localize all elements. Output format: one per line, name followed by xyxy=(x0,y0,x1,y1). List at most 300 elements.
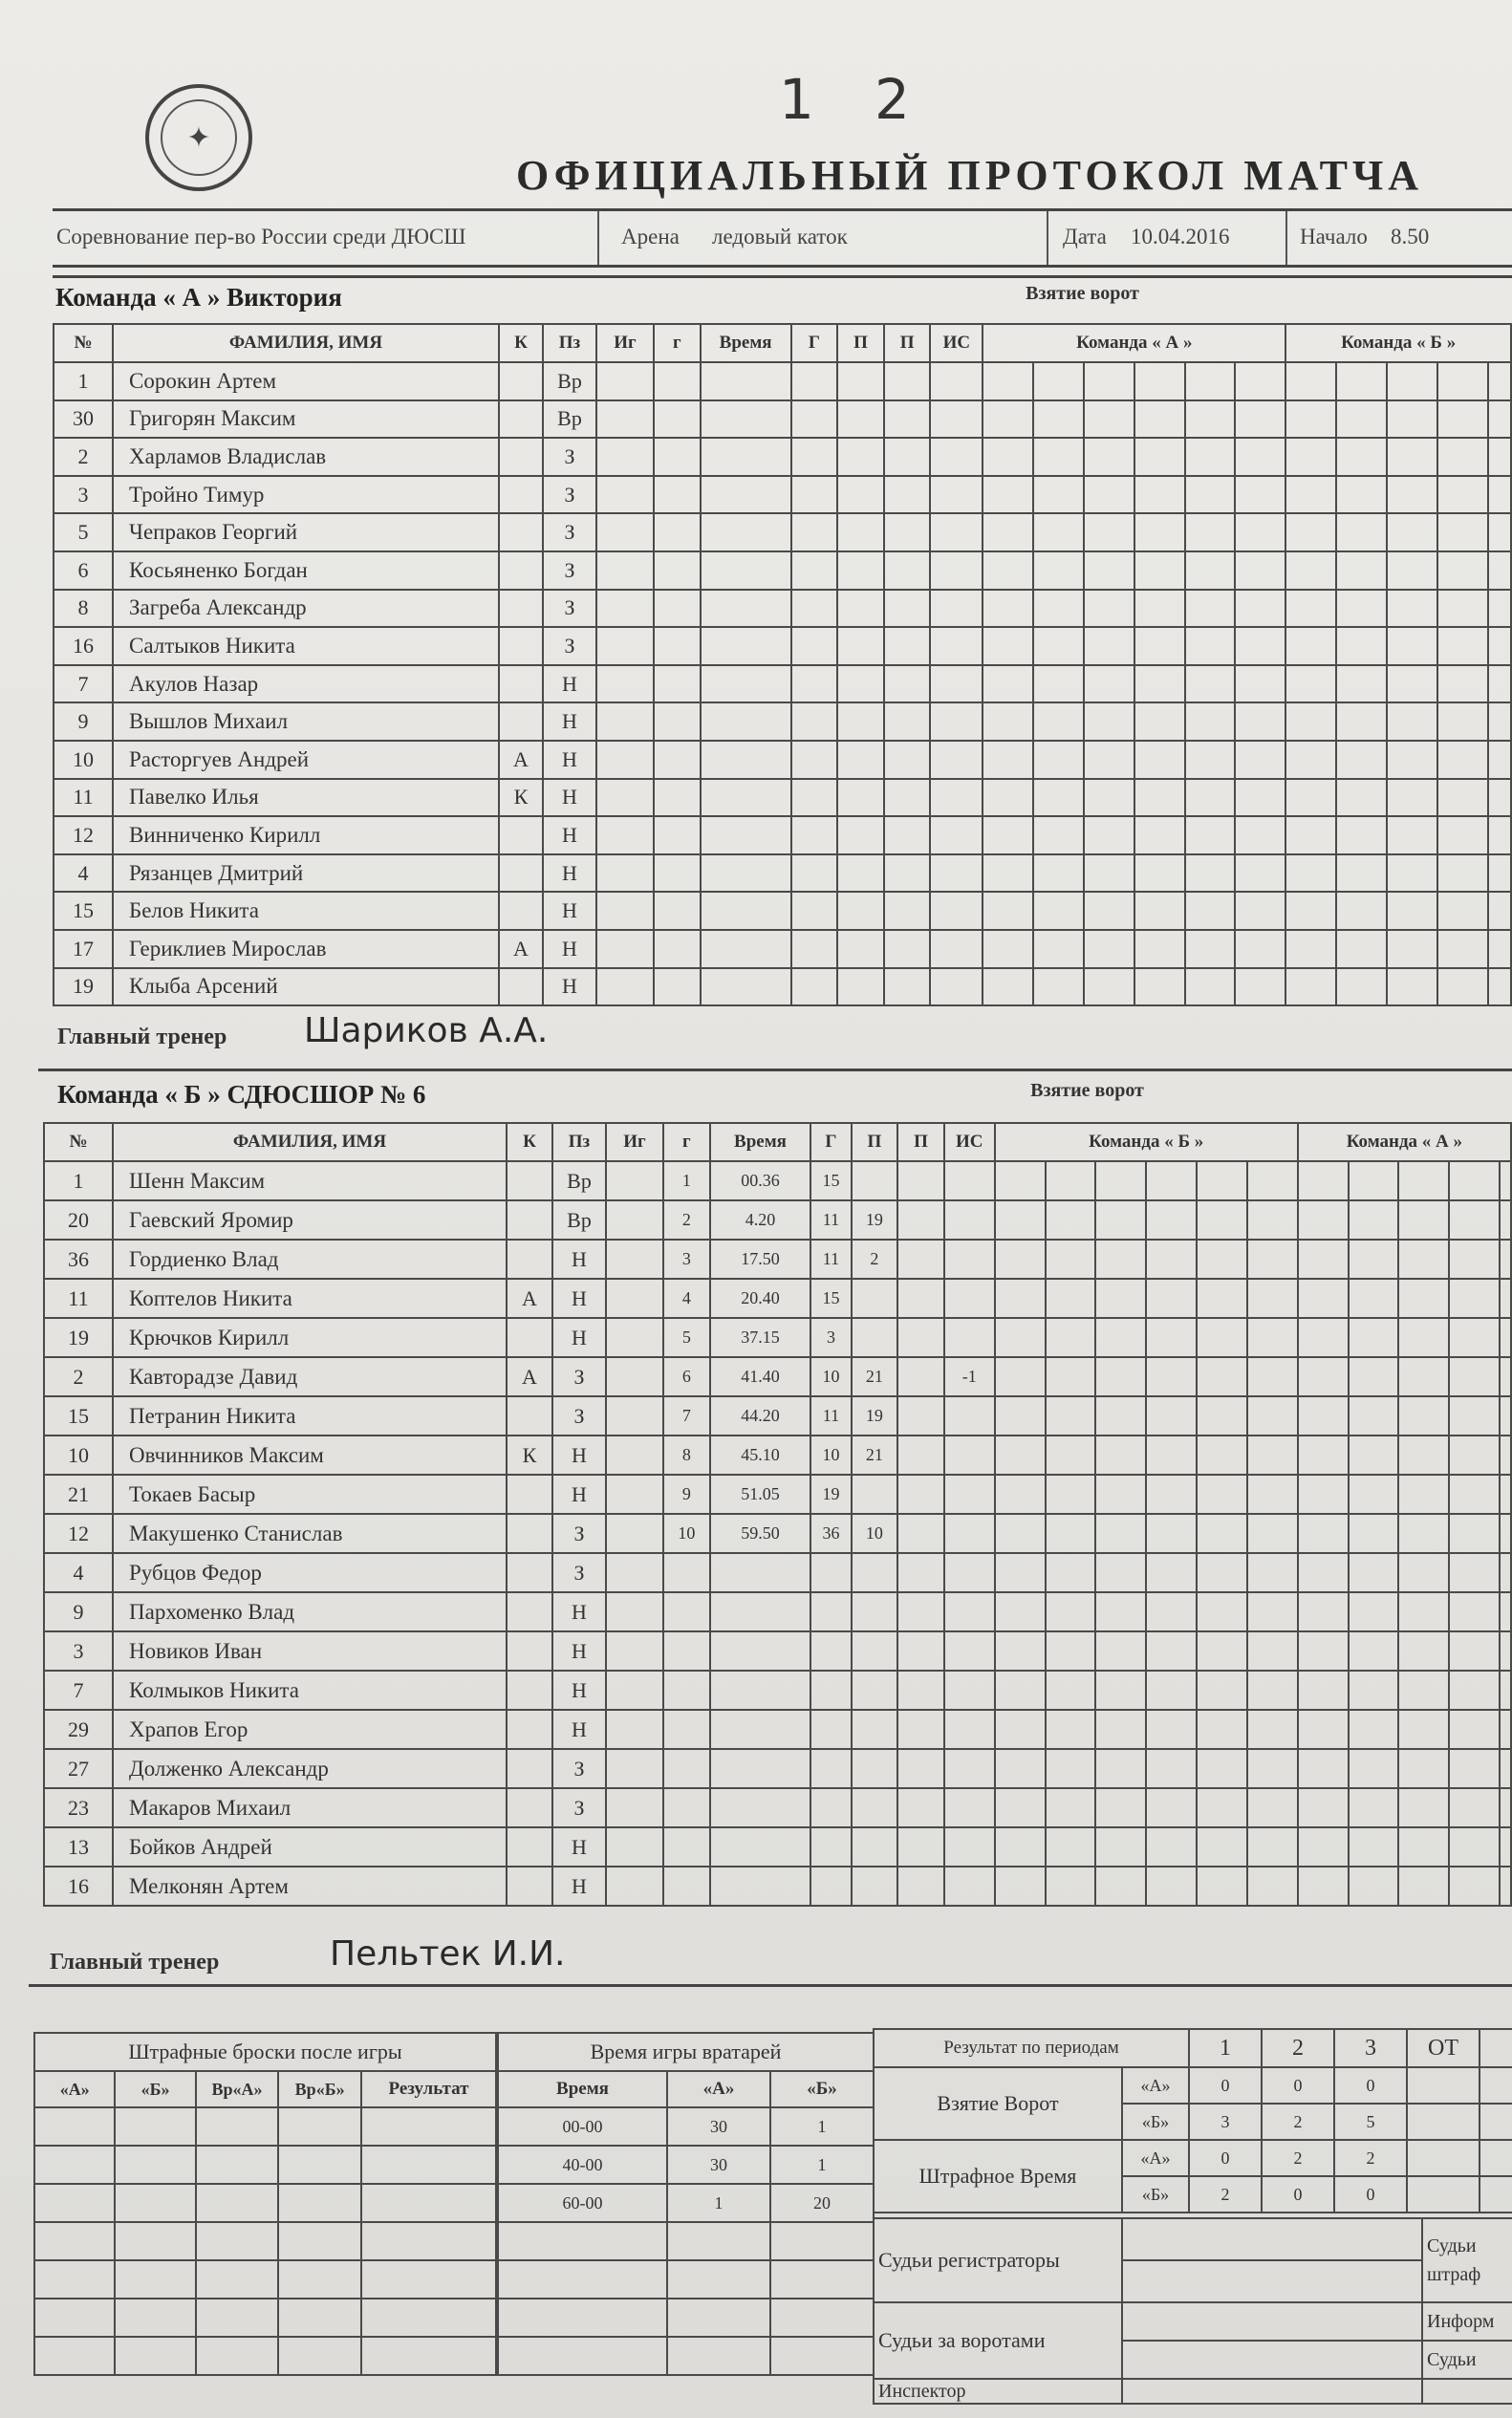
goal-empty-cell xyxy=(930,590,983,628)
onice-cell xyxy=(1185,438,1236,476)
onice-cell xyxy=(995,1357,1046,1396)
goal-empty-cell xyxy=(930,513,983,551)
shootout-cell xyxy=(278,2107,361,2146)
inspector-label: Инспектор xyxy=(874,2379,1122,2404)
player-position: Вр xyxy=(543,362,596,400)
player-name: Харламов Владислав xyxy=(113,438,499,476)
goal-empty-cell xyxy=(710,1631,811,1671)
player-position: Н xyxy=(543,892,596,930)
goal-row xyxy=(663,1279,1511,1318)
onice-cell xyxy=(1146,1749,1197,1788)
goal-assist-2 xyxy=(897,1475,944,1514)
shootout-cell xyxy=(34,2184,115,2222)
goal-assist-1 xyxy=(852,1161,898,1200)
player-games xyxy=(606,1514,663,1553)
goal-empty-cell xyxy=(791,400,838,439)
goalie-time-row xyxy=(498,2222,874,2260)
onice-cell xyxy=(1336,816,1387,854)
goal-empty-cell xyxy=(791,741,838,779)
goal-row xyxy=(654,627,1511,665)
goalie-empty-cell xyxy=(667,2260,770,2299)
goal-row xyxy=(663,1592,1511,1631)
onice-cell xyxy=(1046,1827,1096,1867)
onice-cell xyxy=(1488,930,1511,968)
shootout-cell xyxy=(278,2146,361,2184)
goal-empty-cell xyxy=(837,362,884,400)
player-row xyxy=(44,1671,663,1710)
goal-col-scorer: Г xyxy=(791,324,838,362)
player-games xyxy=(606,1318,663,1357)
onice-cell xyxy=(1247,1200,1298,1240)
onice-cell xyxy=(1437,779,1488,817)
player-captain-mark xyxy=(507,1749,552,1788)
player-row xyxy=(44,1631,663,1671)
player-captain-mark xyxy=(507,1553,552,1592)
player-position: З xyxy=(552,1749,606,1788)
onice-cell xyxy=(1197,1671,1247,1710)
goal-empty-cell xyxy=(654,892,701,930)
onice-cell xyxy=(983,702,1033,741)
onice-cell xyxy=(1449,1827,1500,1867)
onice-cell xyxy=(1488,551,1511,590)
onice-cell xyxy=(1398,1671,1449,1710)
player-captain-mark xyxy=(507,1867,552,1906)
player-name: Салтыков Никита xyxy=(113,627,499,665)
player-row xyxy=(54,551,654,590)
onice-cell xyxy=(1387,854,1437,893)
goal-empty-cell xyxy=(663,1592,710,1631)
onice-cell xyxy=(1146,1592,1197,1631)
onice-cell xyxy=(1185,551,1236,590)
goalie-empty-cell xyxy=(770,2260,874,2299)
onice-cell xyxy=(1488,702,1511,741)
onice-cell xyxy=(1084,551,1134,590)
onice-cell xyxy=(1146,1396,1197,1436)
goalie-empty-cell xyxy=(498,2337,667,2375)
goal-assist-2 xyxy=(897,1161,944,1200)
shootout-col-a: «А» xyxy=(34,2071,115,2107)
onice-cell xyxy=(1387,816,1437,854)
goals-a-p1: 0 xyxy=(1189,2067,1262,2104)
onice-cell xyxy=(1398,1631,1449,1671)
shootout-cell xyxy=(115,2337,195,2375)
onice-cell xyxy=(1185,627,1236,665)
goal-empty-cell xyxy=(884,513,931,551)
onice-cell xyxy=(1134,854,1185,893)
player-row xyxy=(54,590,654,628)
onice-cell xyxy=(1247,1279,1298,1318)
onice-cell xyxy=(1437,438,1488,476)
player-number: 11 xyxy=(44,1279,113,1318)
shootout-cell xyxy=(196,2222,279,2260)
onice-cell xyxy=(995,1279,1046,1318)
col-name: ФАМИЛИЯ, ИМЯ xyxy=(113,1123,507,1161)
onice-cell xyxy=(995,1514,1046,1553)
player-position: З xyxy=(552,1514,606,1553)
player-captain-mark xyxy=(499,854,543,893)
player-number: 4 xyxy=(54,854,113,893)
player-name: Пархоменко Влад xyxy=(113,1592,507,1631)
onice-cell xyxy=(1298,1279,1349,1318)
goal-empty-cell xyxy=(897,1592,944,1631)
onice-cell xyxy=(995,1318,1046,1357)
onice-cell xyxy=(1500,1200,1511,1240)
shootout-cell xyxy=(196,2146,279,2184)
goalie-empty-cell xyxy=(667,2222,770,2260)
goal-row xyxy=(654,362,1511,400)
goal-assist-1: 19 xyxy=(852,1200,898,1240)
onice-cell xyxy=(1185,779,1236,817)
goalie-time-row xyxy=(498,2260,874,2299)
onice-cell xyxy=(1349,1631,1399,1671)
goal-col-assist1: П xyxy=(837,324,884,362)
onice-cell xyxy=(1235,513,1285,551)
goal-empty-cell xyxy=(884,476,931,514)
goal-empty-cell xyxy=(930,438,983,476)
player-position: Н xyxy=(552,1279,606,1318)
goal-empty-cell xyxy=(852,1553,898,1592)
goal-row xyxy=(663,1200,1511,1240)
onice-cell xyxy=(1500,1827,1511,1867)
goal-empty-cell xyxy=(654,854,701,893)
goal-row xyxy=(663,1631,1511,1671)
player-number: 27 xyxy=(44,1749,113,1788)
penalty-row-label: Штрафное Время xyxy=(874,2140,1122,2213)
player-name: Винниченко Кирилл xyxy=(113,816,499,854)
onice-cell xyxy=(1146,1161,1197,1200)
onice-cell xyxy=(1247,1867,1298,1906)
player-name: Новиков Иван xyxy=(113,1631,507,1671)
onice-cell xyxy=(1387,779,1437,817)
onice-cell xyxy=(1033,476,1084,514)
penalty-a-p3: 2 xyxy=(1334,2140,1407,2176)
player-row xyxy=(54,816,654,854)
onice-cell xyxy=(1146,1357,1197,1396)
goal-empty-cell xyxy=(663,1827,710,1867)
player-captain-mark xyxy=(507,1788,552,1827)
shootout-col-goalie-b: Вр«Б» xyxy=(278,2071,361,2107)
player-captain-mark xyxy=(499,665,543,703)
onice-cell xyxy=(1033,968,1084,1006)
player-position: Н xyxy=(543,854,596,893)
player-name: Григорян Максим xyxy=(113,400,499,439)
goal-empty-cell xyxy=(791,816,838,854)
goal-time: 20.40 xyxy=(710,1279,811,1318)
goal-scorer: 11 xyxy=(810,1200,851,1240)
goalie-time-row xyxy=(498,2107,874,2146)
onice-cell xyxy=(1488,362,1511,400)
goal-empty-cell xyxy=(663,1710,710,1749)
team-b-title: Команда « Б » СДЮСШОР № 6 xyxy=(57,1080,426,1109)
onice-cell xyxy=(1084,779,1134,817)
onice-cell xyxy=(1488,665,1511,703)
onice-cell xyxy=(1285,627,1336,665)
goal-col-g: г xyxy=(663,1123,710,1161)
goal-assist-1 xyxy=(852,1475,898,1514)
player-captain-mark xyxy=(507,1161,552,1200)
onice-cell xyxy=(1033,590,1084,628)
onice-cell xyxy=(1349,1867,1399,1906)
player-games xyxy=(596,476,654,514)
onice-cell xyxy=(1146,1200,1197,1240)
onice-cell xyxy=(1247,1357,1298,1396)
arena-label: Арена xyxy=(621,225,680,248)
onice-cell xyxy=(1398,1553,1449,1592)
player-number: 4 xyxy=(44,1553,113,1592)
onice-cell xyxy=(1349,1240,1399,1279)
player-number: 16 xyxy=(54,627,113,665)
goal-empty-cell xyxy=(837,513,884,551)
goal-situation xyxy=(944,1436,995,1475)
goal-row xyxy=(663,1396,1511,1436)
onice-cell xyxy=(1146,1671,1197,1710)
onice-cell xyxy=(1488,627,1511,665)
onice-cell xyxy=(1349,1827,1399,1867)
player-position: Н xyxy=(543,779,596,817)
goal-row xyxy=(654,551,1511,590)
goal-row xyxy=(654,590,1511,628)
onice-cell xyxy=(1134,816,1185,854)
player-number: 9 xyxy=(54,702,113,741)
onice-cell xyxy=(1033,513,1084,551)
goal-col-g: г xyxy=(654,324,701,362)
goal-empty-cell xyxy=(791,702,838,741)
goal-empty-cell xyxy=(884,854,931,893)
player-captain-mark xyxy=(499,627,543,665)
onice-cell xyxy=(1488,590,1511,628)
goal-empty-cell xyxy=(897,1631,944,1671)
onice-cell xyxy=(1349,1396,1399,1436)
onice-cell xyxy=(1449,1436,1500,1475)
goal-empty-cell xyxy=(701,551,791,590)
goalie-empty-cell xyxy=(498,2222,667,2260)
onice-cell xyxy=(1095,1592,1146,1631)
onice-cell xyxy=(1488,779,1511,817)
goal-col-time: Время xyxy=(701,324,791,362)
goal-empty-cell xyxy=(837,968,884,1006)
player-number: 13 xyxy=(44,1827,113,1867)
goal-empty-cell xyxy=(930,476,983,514)
player-row xyxy=(54,854,654,893)
handwritten-number-1: 1 xyxy=(779,67,814,132)
penalty-b-p3: 0 xyxy=(1334,2176,1407,2213)
onice-cell xyxy=(1298,1671,1349,1710)
goal-empty-cell xyxy=(944,1553,995,1592)
onice-cell xyxy=(1185,930,1236,968)
player-number: 19 xyxy=(54,968,113,1006)
onice-cell xyxy=(1084,741,1134,779)
onice-cell xyxy=(1387,892,1437,930)
player-number: 6 xyxy=(54,551,113,590)
onice-cell xyxy=(1285,513,1336,551)
player-name: Гаевский Яромир xyxy=(113,1200,507,1240)
shootout-row xyxy=(34,2260,496,2299)
onice-cell xyxy=(1197,1357,1247,1396)
registrar-judges-label: Судьи регистраторы xyxy=(874,2218,1122,2302)
onice-cell xyxy=(1285,400,1336,439)
onice-cell xyxy=(1298,1592,1349,1631)
onice-cell xyxy=(1046,1592,1096,1631)
onice-cell xyxy=(1235,702,1285,741)
onice-cell xyxy=(1185,702,1236,741)
onice-cell xyxy=(1336,400,1387,439)
goal-empty-cell xyxy=(791,930,838,968)
goal-col-assist1: П xyxy=(852,1123,898,1161)
goal-empty-cell xyxy=(663,1671,710,1710)
onice-cell xyxy=(1095,1279,1146,1318)
shootout-cell xyxy=(196,2337,279,2375)
goal-row xyxy=(663,1318,1511,1357)
player-row xyxy=(54,400,654,439)
player-captain-mark xyxy=(499,362,543,400)
onice-cell xyxy=(1336,854,1387,893)
shootout-cell xyxy=(361,2146,496,2184)
onice-cell xyxy=(1235,930,1285,968)
onice-cell xyxy=(1398,1436,1449,1475)
goal-row xyxy=(654,968,1511,1006)
goal-empty-cell xyxy=(654,702,701,741)
goal-row xyxy=(654,438,1511,476)
goals-b-p1: 3 xyxy=(1189,2104,1262,2140)
onice-cell xyxy=(983,627,1033,665)
player-row xyxy=(44,1240,663,1279)
onice-cell xyxy=(1349,1475,1399,1514)
player-games xyxy=(596,892,654,930)
info-label: Информ xyxy=(1422,2302,1512,2341)
goal-empty-cell xyxy=(944,1827,995,1867)
team-b-coach-label: Главный тренер xyxy=(50,1950,220,1975)
player-name: Белов Никита xyxy=(113,892,499,930)
onice-cell xyxy=(1046,1436,1096,1475)
player-row xyxy=(44,1788,663,1827)
player-number: 17 xyxy=(54,930,113,968)
officials-table xyxy=(873,2217,1512,2405)
player-position: Н xyxy=(552,1671,606,1710)
onice-cell xyxy=(1349,1710,1399,1749)
player-name: Тройно Тимур xyxy=(113,476,499,514)
player-name: Крючков Кирилл xyxy=(113,1318,507,1357)
goal-scorer: 11 xyxy=(810,1396,851,1436)
goal-empty-cell xyxy=(654,627,701,665)
goal-assist-1: 10 xyxy=(852,1514,898,1553)
player-position: З xyxy=(543,438,596,476)
player-games xyxy=(606,1279,663,1318)
player-games xyxy=(596,854,654,893)
onice-cell xyxy=(1449,1631,1500,1671)
goal-empty-cell xyxy=(852,1671,898,1710)
onice-cell xyxy=(1095,1161,1146,1200)
onice-cell xyxy=(995,1671,1046,1710)
player-games xyxy=(596,362,654,400)
player-captain-mark xyxy=(499,438,543,476)
col-games: Иг xyxy=(606,1123,663,1161)
player-row xyxy=(54,362,654,400)
onice-cell xyxy=(1500,1279,1511,1318)
goal-empty-cell xyxy=(663,1749,710,1788)
onice-cell xyxy=(1134,741,1185,779)
shootout-col-goalie-a: Вр«А» xyxy=(196,2071,279,2107)
goal-empty-cell xyxy=(884,702,931,741)
player-number: 3 xyxy=(44,1631,113,1671)
team-a-goals-title: Взятие ворот xyxy=(1026,283,1139,304)
player-name: Коптелов Никита xyxy=(113,1279,507,1318)
player-captain-mark xyxy=(507,1514,552,1553)
player-row xyxy=(44,1279,663,1318)
onice-cell xyxy=(1033,627,1084,665)
player-name: Макаров Михаил xyxy=(113,1788,507,1827)
player-captain-mark xyxy=(507,1671,552,1710)
onice-cell xyxy=(1046,1161,1096,1200)
onice-cell xyxy=(1046,1514,1096,1553)
goal-empty-cell xyxy=(837,627,884,665)
shootout-cell xyxy=(34,2260,115,2299)
goal-row xyxy=(663,1475,1511,1514)
onice-cell xyxy=(1387,400,1437,439)
goal-situation xyxy=(944,1279,995,1318)
shootout-cell xyxy=(34,2299,115,2337)
onice-cell xyxy=(1285,590,1336,628)
onice-cell xyxy=(1500,1867,1511,1906)
onice-cell xyxy=(1500,1710,1511,1749)
player-position: З xyxy=(543,627,596,665)
goal-empty-cell xyxy=(701,779,791,817)
onice-cell xyxy=(1046,1671,1096,1710)
goalie-time-value: 40-00 xyxy=(498,2146,667,2184)
goal-row xyxy=(663,1671,1511,1710)
onice-cell xyxy=(1488,854,1511,893)
player-games xyxy=(606,1357,663,1396)
goal-empty-cell xyxy=(884,362,931,400)
onice-cell xyxy=(1095,1671,1146,1710)
onice-cell xyxy=(1134,438,1185,476)
onice-cell xyxy=(1247,1436,1298,1475)
player-games xyxy=(606,1200,663,1240)
player-position: Н xyxy=(552,1827,606,1867)
player-number: 2 xyxy=(54,438,113,476)
onice-cell xyxy=(1134,779,1185,817)
onice-cell xyxy=(1349,1318,1399,1357)
onice-cell xyxy=(1095,1867,1146,1906)
onice-cell xyxy=(1298,1396,1349,1436)
player-name: Сорокин Артем xyxy=(113,362,499,400)
goal-empty-cell xyxy=(791,779,838,817)
onice-cell xyxy=(1197,1827,1247,1867)
onice-cell xyxy=(1437,513,1488,551)
goal-empty-cell xyxy=(837,438,884,476)
onice-cell xyxy=(1398,1592,1449,1631)
player-games xyxy=(606,1161,663,1200)
onice-cell xyxy=(1285,968,1336,1006)
shootout-cell xyxy=(361,2184,496,2222)
onice-cell xyxy=(983,551,1033,590)
onice-cell xyxy=(1398,1279,1449,1318)
onice-cell xyxy=(1197,1553,1247,1592)
goal-row xyxy=(663,1240,1511,1279)
onice-cell xyxy=(1197,1631,1247,1671)
goal-empty-cell xyxy=(897,1788,944,1827)
shootout-row xyxy=(34,2184,496,2222)
goal-empty-cell xyxy=(837,665,884,703)
onice-cell xyxy=(983,438,1033,476)
onice-cell xyxy=(1247,1240,1298,1279)
player-row xyxy=(54,930,654,968)
onice-cell xyxy=(1387,551,1437,590)
goal-empty-cell xyxy=(944,1867,995,1906)
goal-empty-cell xyxy=(810,1553,851,1592)
goal-situation: -1 xyxy=(944,1357,995,1396)
player-number: 12 xyxy=(44,1514,113,1553)
player-row xyxy=(54,892,654,930)
